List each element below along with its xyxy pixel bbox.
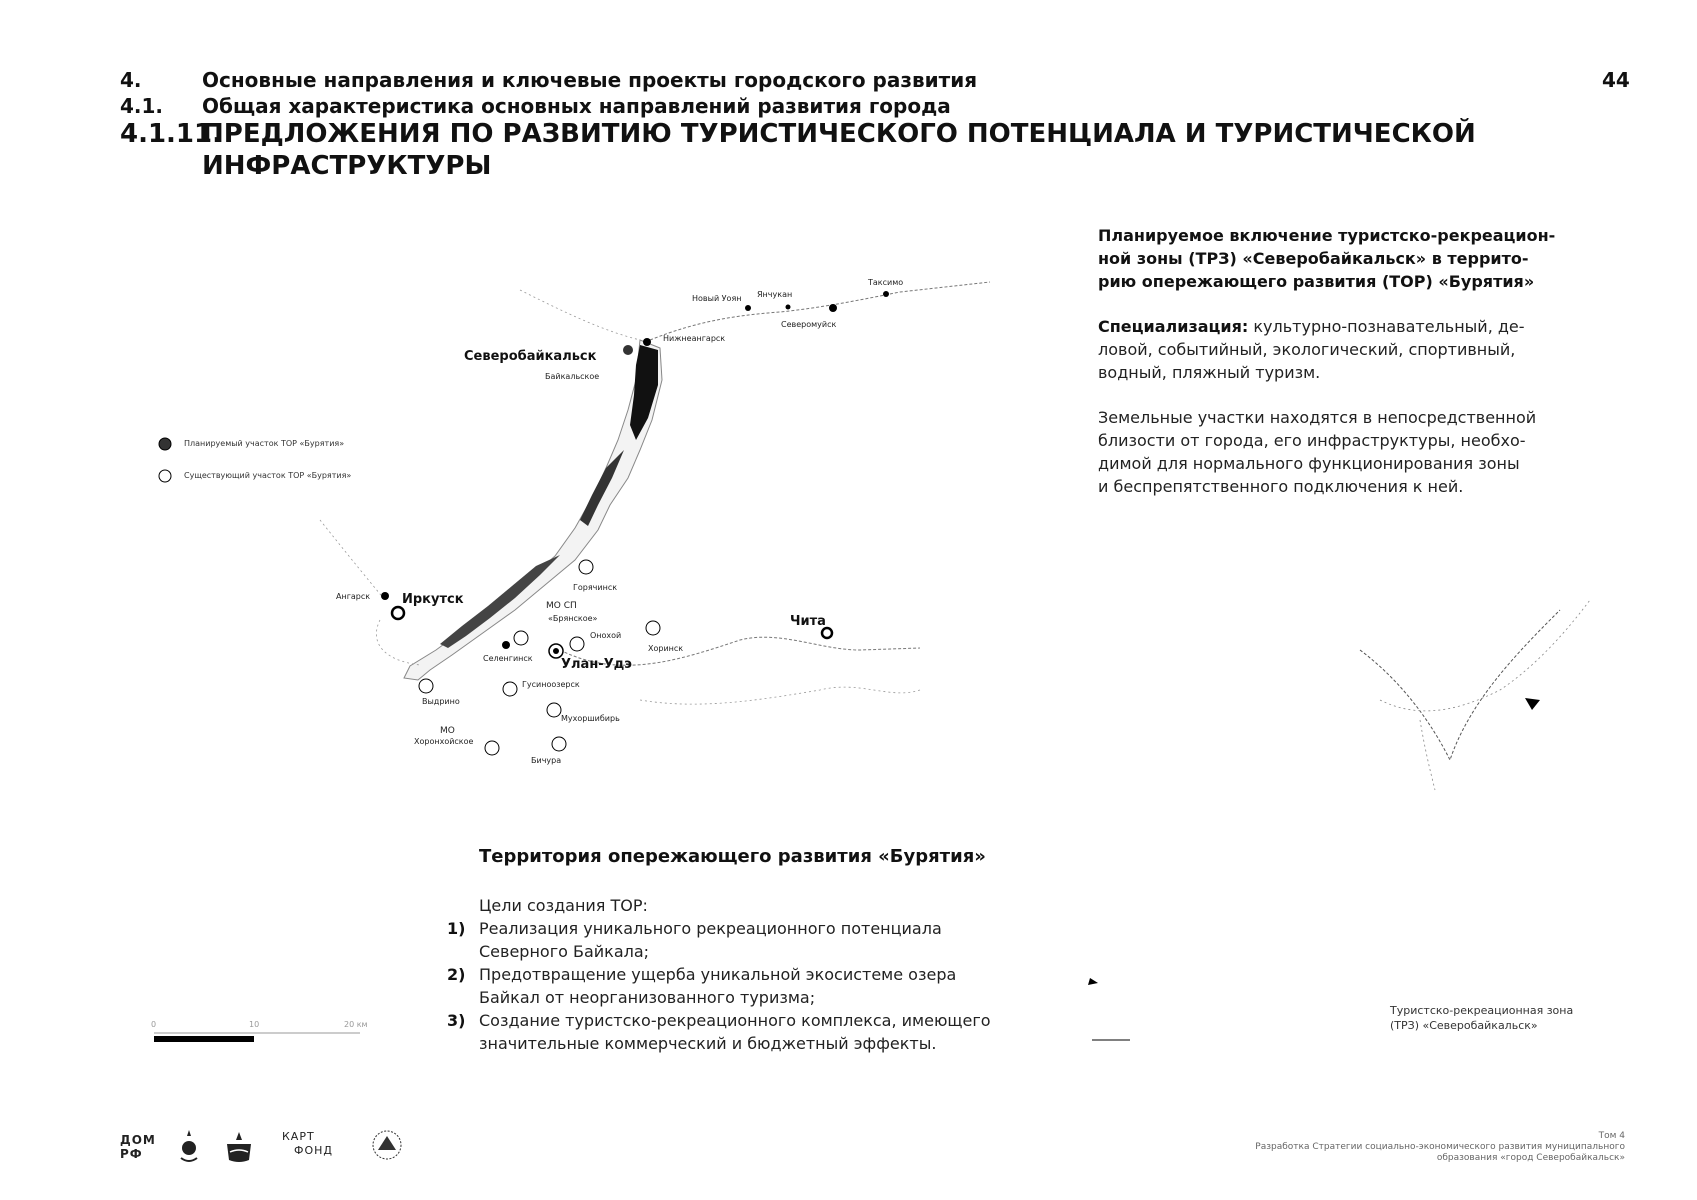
scale-start: 0	[151, 1020, 157, 1029]
label-baikalskoe: Байкальское	[545, 372, 600, 381]
trz-title-line: ной зоны (ТРЗ) «Северобайкальск» в террито-	[1098, 249, 1529, 268]
buryatia-emblem-icon	[178, 1128, 200, 1164]
spec-text: водный, пляжный туризм.	[1098, 363, 1321, 382]
kart-fond-logo	[282, 1130, 333, 1158]
heading-2-text: Общая характеристика основных направлений развития города	[202, 94, 951, 118]
label-severobaikalsk: Северобайкальск	[464, 349, 597, 364]
label-gusinoozersk: Гусиноозерск	[522, 680, 580, 689]
goal-line: Создание туристско-рекреационного комплекса, имеющего	[479, 1011, 991, 1030]
road-west	[376, 620, 420, 665]
label-khorinsk: Хоринск	[648, 644, 684, 653]
marker-severomuysk	[829, 304, 837, 312]
label-khoronkhoiskoe: Хоронхойское	[414, 737, 474, 746]
small-map-zone	[1525, 698, 1540, 710]
label-novy-uoyan: Новый Уоян	[692, 294, 742, 303]
goal-line: Предотвращение ущерба уникальной экосистеме озера	[479, 965, 957, 984]
domrf-logo	[120, 1133, 156, 1161]
scale-mid: 10	[249, 1020, 260, 1029]
marker-khoronkhoiskoe	[485, 741, 499, 755]
kart-fond-logo-line: ФОНД	[294, 1144, 333, 1157]
severobaikalsk-emblem-icon	[224, 1130, 254, 1164]
label-bichura: Бичура	[531, 756, 562, 765]
kart-fond-logo-line: КАРТ	[282, 1130, 315, 1143]
heading-3-line-1: ПРЕДЛОЖЕНИЯ ПО РАЗВИТИЮ ТУРИСТИЧЕСКОГО ПОТЕНЦИАЛА И ТУРИСТИЧЕСКОЙ	[202, 119, 1476, 149]
label-branskoe: «Брянское»	[548, 614, 598, 623]
marker-baikalskoe	[623, 345, 633, 355]
label-mo-sp: МО СП	[546, 601, 577, 611]
goal-number: 3)	[447, 1011, 466, 1030]
goal-item	[447, 917, 1039, 963]
spec-text: культурно-познавательный, де-	[1248, 317, 1525, 336]
goal-item	[447, 963, 1039, 1009]
small-map-road	[1360, 610, 1560, 760]
lake-baikal-outline	[404, 340, 662, 680]
domrf-logo-line: ДОМ	[120, 1133, 156, 1147]
marker-yanchukan	[786, 305, 791, 310]
trz-title-line: рию опережающего развития (ТОР) «Бурятия»	[1098, 272, 1535, 291]
page-number: 44	[1602, 68, 1630, 92]
marker-mukhorshibir	[547, 703, 561, 717]
spec-text: ловой, событийный, экологический, спортивный,	[1098, 340, 1516, 359]
label-ulan-ude: Улан-Удэ	[561, 657, 632, 672]
footer-line: Разработка Стратегии социально-экономического развития муниципального	[1255, 1142, 1625, 1152]
marker-taksimo	[883, 291, 889, 297]
goal-line: Байкал от неорганизованного туризма;	[479, 988, 816, 1007]
marker-selenginsk	[502, 641, 510, 649]
marker-goryachinsk	[579, 560, 593, 574]
marker-mo-branskoe	[514, 631, 528, 645]
round-emblem-icon	[370, 1128, 404, 1162]
scale-bar-black	[154, 1036, 254, 1042]
heading-1-text: Основные направления и ключевые проекты городского развития	[202, 68, 978, 92]
label-chita: Чита	[790, 614, 826, 629]
label-vydrino: Выдрино	[422, 697, 460, 706]
label-goryachinsk: Горячинск	[573, 583, 618, 592]
marker-khorinsk	[646, 621, 660, 635]
legend-planned: Планируемый участок ТОР «Бурятия»	[184, 439, 345, 448]
small-map-coast	[1380, 600, 1590, 711]
goal-number: 2)	[447, 965, 466, 984]
marker-bichura	[552, 737, 566, 751]
small-map-river	[1420, 720, 1435, 790]
road-chita	[640, 687, 920, 704]
goal-item	[447, 1009, 1039, 1055]
document-footer	[1255, 1131, 1625, 1164]
marker-gusinoozersk	[503, 682, 517, 696]
tor-title: Территория опережающего развития «Бурятия»	[479, 846, 986, 867]
trz-title-line: Планируемое включение туристско-рекреацион-	[1098, 226, 1556, 245]
footer-line: Том 4	[1598, 1131, 1625, 1141]
legend-planned-icon	[159, 438, 171, 450]
land-line: и беспрепятственного подключения к ней.	[1098, 477, 1464, 496]
heading-3-line-2: ИНФРАСТРУКТУРЫ	[202, 151, 492, 181]
small-map-caption	[1390, 1003, 1573, 1033]
marker-onokhoy	[570, 637, 584, 651]
legend-existing: Существующий участок ТОР «Бурятия»	[184, 471, 352, 480]
marker-ulan-ude-inner	[553, 648, 559, 654]
marker-chita	[822, 628, 832, 638]
spec-label: Специализация:	[1098, 317, 1249, 336]
tor-goals	[447, 894, 1039, 1055]
marker-nizhneangarsk	[643, 338, 651, 346]
label-nizhneangarsk: Нижнеангарск	[663, 334, 726, 343]
label-onokhoy: Онохой	[590, 631, 622, 640]
label-taksimo: Таксимо	[868, 278, 904, 287]
marker-angarsk	[381, 592, 389, 600]
label-mukhorshibir: Мухоршибирь	[561, 714, 620, 723]
heading-1-number: 4.	[120, 68, 142, 92]
goals-intro: Цели создания ТОР:	[479, 896, 648, 915]
marker-vydrino	[419, 679, 433, 693]
marker-novy-uoyan	[745, 305, 751, 311]
goal-line: Реализация уникального рекреационного потенциала	[479, 919, 942, 938]
goal-line: значительные коммерческий и бюджетный эффекты.	[479, 1034, 937, 1053]
small-map-caption-line: Туристско-рекреационная зона	[1390, 1004, 1574, 1017]
label-yanchukan: Янчукан	[757, 290, 793, 299]
land-line: димой для нормального функционирования зоны	[1098, 454, 1520, 473]
label-mo: МО	[440, 726, 455, 736]
domrf-logo-line: РФ	[120, 1147, 143, 1161]
footer-line: образования «город Северобайкальск»	[1436, 1153, 1625, 1163]
legend-existing-icon	[159, 470, 171, 482]
marker-irkutsk	[392, 607, 404, 619]
goal-line: Северного Байкала;	[479, 942, 650, 961]
label-angarsk: Ангарск	[336, 592, 371, 601]
heading-2-number: 4.1.	[120, 94, 164, 118]
label-severomuysk: Северомуйск	[781, 320, 837, 329]
label-selenginsk: Селенгинск	[483, 654, 533, 663]
small-map-fragment	[1088, 978, 1098, 985]
river-north	[520, 290, 640, 340]
goal-number: 1)	[447, 919, 466, 938]
road-north	[650, 282, 990, 340]
land-line: близости от города, его инфраструктуры, необхо-	[1098, 431, 1526, 450]
scale-end: 20 км	[344, 1020, 368, 1029]
small-map-caption-line: (ТРЗ) «Северобайкальск»	[1390, 1019, 1538, 1032]
heading-3-number: 4.1.11.	[120, 119, 222, 149]
label-irkutsk: Иркутск	[402, 592, 464, 607]
road-angara	[320, 520, 385, 600]
land-line: Земельные участки находятся в непосредственной	[1098, 408, 1537, 427]
